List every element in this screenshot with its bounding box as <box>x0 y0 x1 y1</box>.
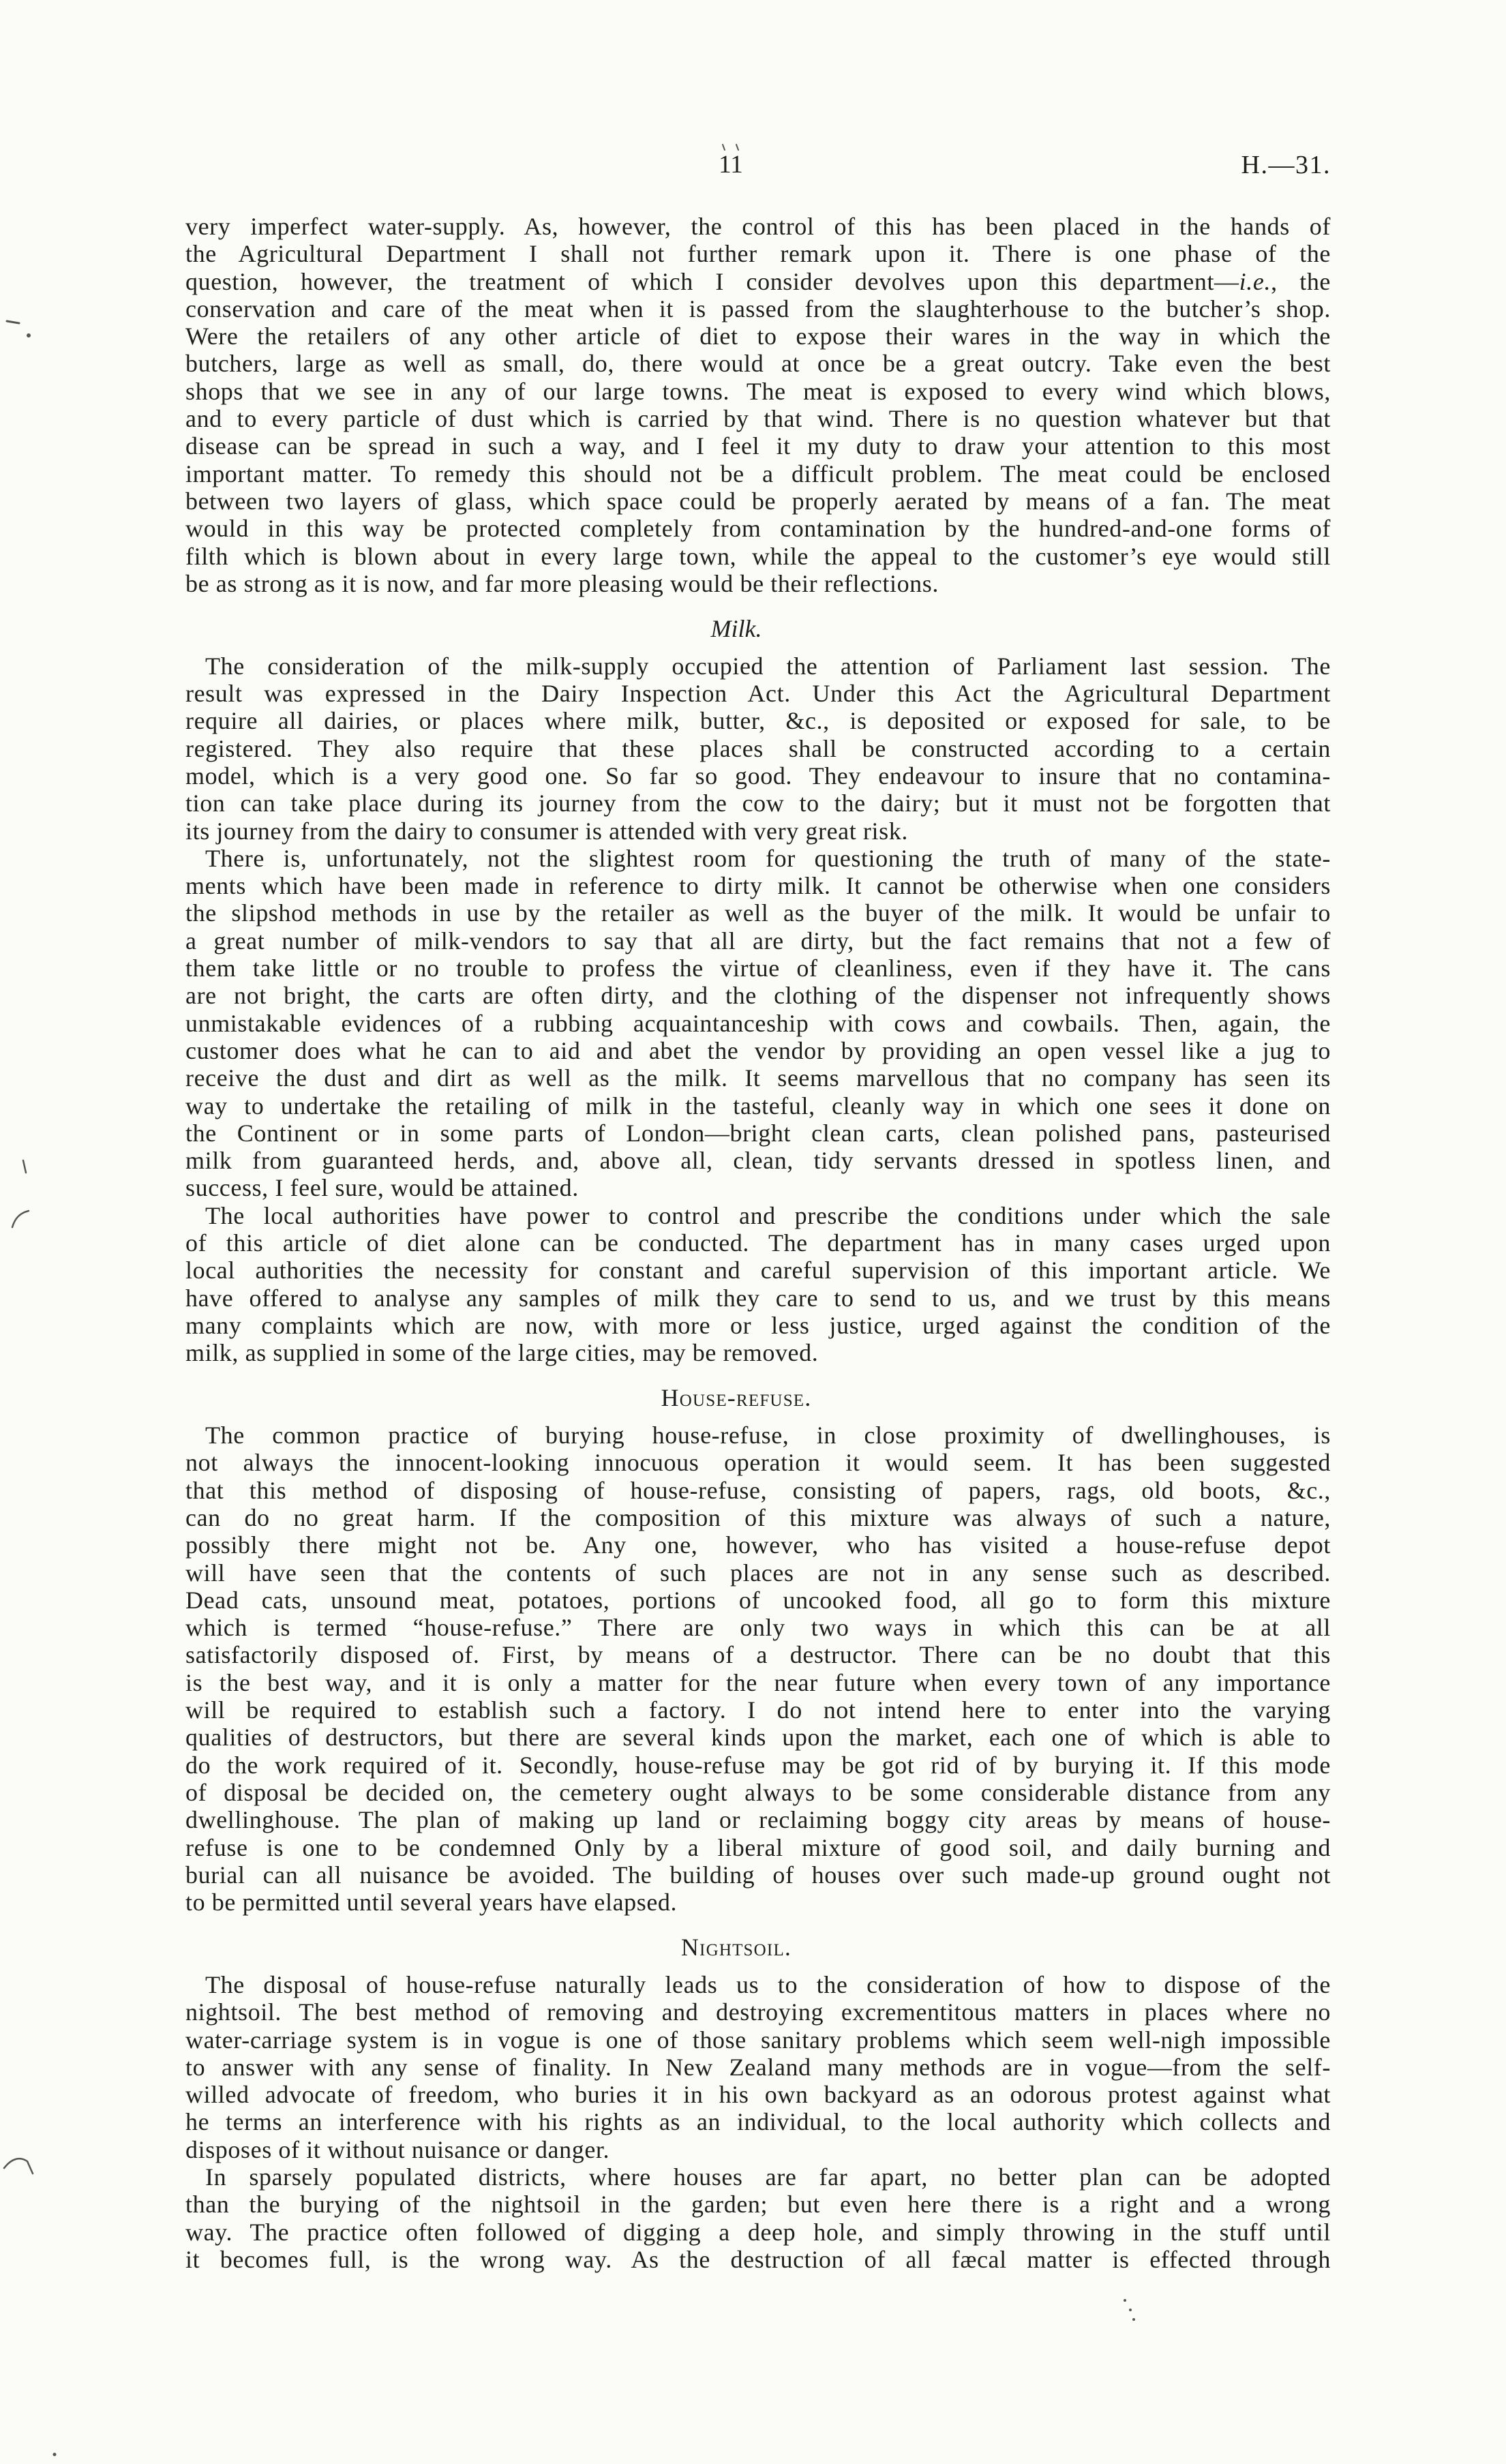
paragraph <box>185 652 1331 845</box>
text-line: do the work required of it. Secondly, house-refuse may be got rid of by burying it. If this mode <box>185 1751 1331 1779</box>
text-line: them take little or no trouble to profess the virtue of cleanliness, even if they have it. The cans <box>185 955 1331 982</box>
scan-speck <box>53 2453 57 2457</box>
text-line: customer does what he can to aid and abet the vendor by providing an open vessel like a jug to <box>185 1036 1331 1064</box>
text-line: willed advocate of freedom, who buries it in his own backyard as an odorous protest against what <box>185 2081 1331 2109</box>
scan-speck <box>12 1211 29 1227</box>
text-line: Dead cats, unsound meat, potatoes, portions of uncooked food, all go to form this mixture <box>185 1586 1331 1614</box>
text-line: There is, unfortunately, not the slightest room for questioning the truth of many of the state- <box>205 844 1331 872</box>
paragraph <box>185 1422 1331 1916</box>
text-line: The disposal of house-refuse naturally leads us to the consideration of how to dispose of the <box>205 1971 1331 1998</box>
text-line: water-carriage system is in vogue is one of those sanitary problems which seem well-nigh impossible <box>185 2026 1331 2054</box>
paragraph <box>185 2163 1331 2273</box>
text-line: ments which have been made in reference to dirty milk. It cannot be otherwise when one considers <box>185 872 1331 900</box>
text-line: model, which is a very good one. So far so good. They endeavour to insure that no contamina- <box>185 762 1331 790</box>
section-nightsoil <box>185 1916 1331 2273</box>
paragraph <box>185 1971 1331 2163</box>
text-line: unmistakable evidences of a rubbing acquaintanceship with cows and cowbails. Then, again, the <box>185 1009 1331 1037</box>
page-header <box>185 149 1331 181</box>
text-line: the slipshod methods in use by the retailer as well as the buyer of the milk. It would be unfair to <box>185 899 1331 927</box>
text-line: way to undertake the retailing of milk in the tasteful, cleanly way in which one sees it done on <box>185 1092 1331 1120</box>
text-line <box>185 268 1331 295</box>
scan-speck <box>27 333 31 337</box>
section-heading: Nightsoil. <box>680 1934 792 1962</box>
text-line: will have seen that the contents of such places are not in any sense such as described. <box>185 1559 1331 1587</box>
text-line: registered. They also require that these places shall be constructed according to a certain <box>185 734 1331 762</box>
text-line: to answer with any sense of finality. In New Zealand many methods are in vogue—from the self- <box>185 2053 1331 2081</box>
scan-speck <box>7 321 19 323</box>
text-line: be as strong as it is now, and far more pleasing would be their reflections. <box>185 569 939 597</box>
text-line: receive the dust and dirt as well as the milk. It seems marvellous that no company has seen its <box>185 1064 1331 1092</box>
section-heading: House-refuse. <box>661 1384 812 1412</box>
text-line: between two layers of glass, which space could be properly aerated by means of a fan. The meat <box>185 487 1331 515</box>
text-line: have offered to analyse any samples of milk they care to send to us, and we trust by this means <box>185 1284 1331 1312</box>
text-segment: question, however, the treatment of which I consider devolves upon this department— <box>185 267 1239 295</box>
paper-reference: H.—31. <box>1241 151 1331 179</box>
text-segment: , the <box>1271 267 1331 295</box>
text-line: of this article of diet alone can be conducted. The department has in many cases urged upon <box>185 1229 1331 1257</box>
text-line: burial can all nuisance be avoided. The building of houses over such made-up ground ought not <box>185 1861 1331 1889</box>
scan-speck <box>1132 2318 1135 2321</box>
paragraph <box>185 845 1331 1202</box>
text-line: filth which is blown about in every large town, while the appeal to the customer’s eye would still <box>185 542 1331 570</box>
scan-speck <box>4 2159 33 2174</box>
text-line: is the best way, and it is only a matter for the near future when every town of any importance <box>185 1668 1331 1696</box>
text-line: disposes of it without nuisance or danger. <box>185 2135 610 2163</box>
scan-speck <box>1129 2309 1132 2311</box>
text-line: nightsoil. The best method of removing and destroying excrementitous matters in places where no <box>185 1998 1331 2026</box>
text-line: many complaints which are now, with more or less justice, urged against the condition of the <box>185 1311 1331 1339</box>
text-line: will be required to establish such a factory. I do not intend here to enter into the varying <box>185 1696 1331 1724</box>
text-line: not always the innocent-looking innocuous operation it would seem. It has been suggested <box>185 1449 1331 1477</box>
text-line: disease can be spread in such a way, and I feel it my duty to draw your attention to this most <box>185 432 1331 460</box>
text-line: very imperfect water-supply. As, however, the control of this has been placed in the hands of <box>185 213 1331 240</box>
text-line: milk, as supplied in some of the large cities, may be removed. <box>185 1339 819 1367</box>
text-line: way. The practice often followed of digging a deep hole, and simply throwing in the stuff until <box>185 2218 1331 2246</box>
text-line: possibly there might not be. Any one, however, who has visited a house-refuse depot <box>185 1531 1331 1559</box>
scan-speck <box>1124 2299 1126 2302</box>
text-line: to be permitted until several years have elapsed. <box>185 1889 678 1917</box>
text-line: require all dairies, or places where milk, butter, &c., is deposited or exposed for sale, to be <box>185 707 1331 735</box>
text-line: dwellinghouse. The plan of making up land or reclaiming boggy city areas by means of house- <box>185 1806 1331 1834</box>
text-line: would in this way be protected completely from contamination by the hundred-and-one forms of <box>185 515 1331 543</box>
text-line: of disposal be decided on, the cemetery ought always to be some considerable distance from any <box>185 1778 1331 1806</box>
text-line: than the burying of the nightsoil in the garden; but even here there is a right and a wrong <box>185 2191 1331 2219</box>
text-line: the Agricultural Department I shall not further remark upon it. There is one phase of the <box>185 240 1331 268</box>
text-line: the Continent or in some parts of London—bright clean carts, clean polished pans, pasteurised <box>185 1119 1331 1147</box>
text-line: it becomes full, is the wrong way. As the destruction of all fæcal matter is effected through <box>185 2245 1331 2273</box>
text-line: can do no great harm. If the composition of this mixture was always of such a nature, <box>185 1503 1331 1531</box>
text-line: its journey from the dairy to consumer is attended with very great risk. <box>185 817 908 845</box>
italic-abbreviation: i.e. <box>1239 267 1271 295</box>
section-heading: Milk. <box>710 615 762 643</box>
text-line: are not bright, the carts are often dirty, and the clothing of the dispenser not infrequently shows <box>185 982 1331 1010</box>
intro-paragraph <box>185 213 1331 597</box>
text-line: and to every particle of dust which is carried by that wind. There is no question whatever but that <box>185 405 1331 433</box>
text-line: success, I feel sure, would be attained. <box>185 1174 579 1202</box>
text-line: result was expressed in the Dairy Inspection Act. Under this Act the Agricultural Department <box>185 680 1331 708</box>
paragraph <box>185 1202 1331 1367</box>
text-line: conservation and care of the meat when it is passed from the slaughterhouse to the butcher’s shop. <box>185 295 1331 322</box>
text-line: Were the retailers of any other article of diet to expose their wares in the way in which the <box>185 322 1331 350</box>
scan-speck <box>23 1160 26 1173</box>
text-line: milk from guaranteed herds, and, above all, clean, tidy servants dressed in spotless linen, and <box>185 1147 1331 1175</box>
text-line: refuse is one to be condemned Only by a liberal mixture of good soil, and daily burning and <box>185 1833 1331 1861</box>
text-line: local authorities the necessity for constant and careful supervision of this important article. We <box>185 1257 1331 1284</box>
text-line: shops that we see in any of our large towns. The meat is exposed to every wind which blows, <box>185 377 1331 405</box>
section-milk <box>185 597 1331 1366</box>
text-column <box>185 213 1331 2273</box>
text-line: important matter. To remedy this should not be a difficult problem. The meat could be enclosed <box>185 460 1331 487</box>
text-line: The consideration of the milk-supply occupied the attention of Parliament last session. The <box>205 652 1331 680</box>
text-line: In sparsely populated districts, where houses are far apart, no better plan can be adopted <box>205 2163 1331 2191</box>
text-line: The local authorities have power to control and prescribe the conditions under which the sale <box>205 1201 1331 1229</box>
text-line: that this method of disposing of house-refuse, consisting of papers, rags, old boots, &c., <box>185 1476 1331 1504</box>
text-line: which is termed “house-refuse.” There are only two ways in which this can be at all <box>185 1614 1331 1642</box>
text-line: qualities of destructors, but there are several kinds upon the market, each one of which is able to <box>185 1724 1331 1752</box>
text-line: tion can take place during its journey from the cow to the dairy; but it must not be forgotten that <box>185 790 1331 817</box>
text-line: The common practice of burying house-refuse, in close proximity of dwellinghouses, is <box>205 1422 1331 1449</box>
text-line: he terms an interference with his rights as an individual, to the local authority which collects and <box>185 2108 1331 2136</box>
text-line: butchers, large as well as small, do, there would at once be a great outcry. Take even the best <box>185 350 1331 378</box>
section-house-refuse <box>185 1366 1331 1916</box>
text-line: a great number of milk-vendors to say that all are dirty, but the fact remains that not a few of <box>185 927 1331 955</box>
text-line: satisfactorily disposed of. First, by means of a destructor. There can be no doubt that this <box>185 1641 1331 1669</box>
page-number: 11 <box>719 151 743 179</box>
